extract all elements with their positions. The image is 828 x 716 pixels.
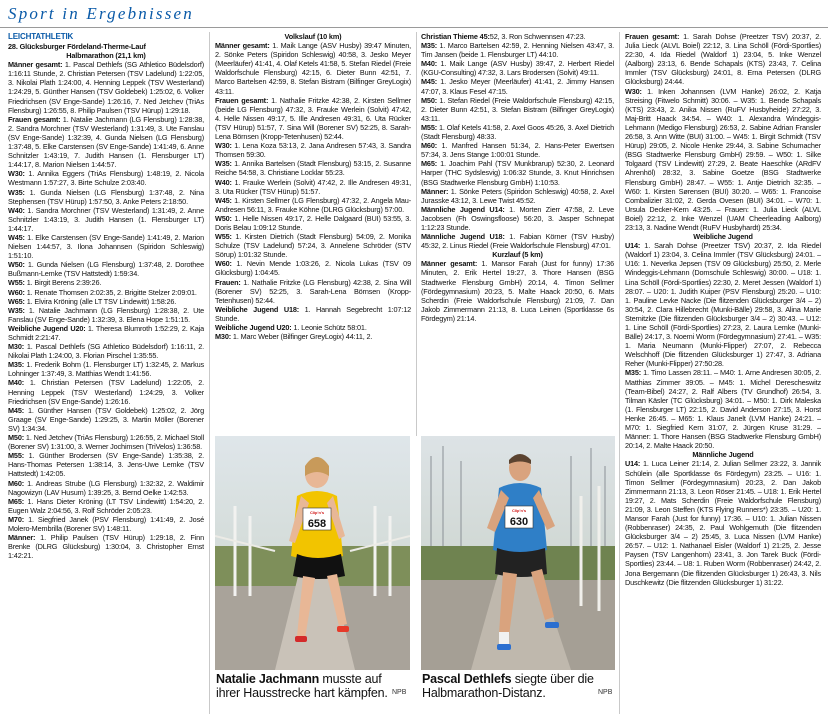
result-entry: Männliche Jugend U18: 1. Fabian Körner (TSV Husby) 45:32, 2. Linus Riedel (Freie Waldorfschule Flensburg) 47:01. [421, 232, 614, 251]
photo-caption [422, 672, 598, 700]
result-entry: W60: 1. Nevin Mende 1:03:26, 2. Nicola Lukas (TSV 09 Glücksburg) 1:04:45. [215, 259, 411, 278]
result-entry: Männer gesamt: 1. Mansor Farah (Just for funny) 17:36 Minuten, 2. Erik Hertel 19:27, 3. Thore Hansen (BSG Stadtwerke Flensburg GmbH) 20:14, 4. Timon Sellmer (Fördegymnasium) 20:23, 5. Malte Haack 20:50, 6. Mats Scherdin (Freie Waldorfschule Flensburg) 21:09, 7. Dan Jakob Zimmermann 21:13, 8. Luca Leinen (Sportklasse 6s Fördegym) 21:14. [421, 259, 614, 323]
photo-caption [216, 672, 392, 700]
result-entry: W30: 1. Inken Johannsen (LVM Hanke) 26:02, 2. Katja Streising (Fitwelo Schmitt) 30:06. – W35: 1. Bende Schapals (KTS) 23:43, 2. Anika Nissen (RuFV Husbyheide) 27:22, 3. Maj-Britt Haack 34:54. – W40: 1. Alexandra Windeggis-Lehmann (Medigo Flensburg) 26:53, 2. Sabine Adrian Fransler 26:58, 3. Ann Witte (BUI) 31:00. – W45: 1. Birgit Schmidt (TSV Hürup) 29:05, 2. Nicole Henke 29:44, 3. Sabine Schumacher (BSG Stadtwerke Flensburg GmbH) 29:59. – W50: 1. Silke Tolgaard (TSV Lindewitt) 27:29, 2. Beate Haeschke (ARdFV Ahrenhöl) 28:32, 3. Sabine Goetze (BSG Stadtwerke Flensburg GmbH) 28:47. – W55: 1. Antje Dietrich 32:35. – W60: 1. Kirsten Sørensen (BUI) 30:20. – W65: 1. Francoise Combalizier 31:02, 2. Gerda Ovesen (BUI) 34:01. – W70: 1. Ursula Decker-Kern 43:25. – Frauen: 1. Julia Lieck (ALVL Boiel) 22:12, 2. Inke Wenzel (UAM Cheerleading Aalborg) 23:13, 3. Nadine Wendt (RuFV Husbyhardt) 25:34. [625, 86, 821, 232]
result-entry: U14: 1. Luca Leiner 21:14, 2. Julian Sellmer 23:22, 3. Jannik Schülein (alle Sportklasse 6s Fördegym) 23:25. – U16: 1. Timon Sellmer (Fördegymnasium) 20:23, 2. Dan Jakob Zimmermann 21:13, 3. Leon Röser 21:45. – U18: 1. Erik Hertel 19:27, 2. Mats Scherdin (Freie Waldorfschule Flensburg) 21:09, 3. Leon Steffen (KTS Flying Runners*) 23:35. – U20: 1. Mansor Farah (Just for funny) 17:36. – U10: 1. Julian Nissen (Robbenraser) 24:35, 2. Paul Wohlgemuth (Die flitzenden Glücksburger 3/4 – 2) 25:45, 3. Luca Nissen (LVM Hanke) 26:57. – U12: 1. Nathanael Eisler (Waldorf 1) 21:25, 2. Jesse Paysen (TSV Langenhorn) 23:41, 3. Jon Tarek Buck (Fördi-Sportlies) 23:44. – U8: 1. Ruben Worm (Robbenraser) 24:42, 2. Jona Bergemann (Die flitzenden Glücksburger 1) 26:43, 3. Nils Duschkewitz (Die flitzenden Glücksburger 1) 31:22. [625, 459, 821, 587]
result-entry: M40: 1. Maik Lange (ASV Husby) 39:47, 2. Herbert Riedel (KGU-Consulting) 47:32, 3. Lars Brodersen (Solvit) 49:11. [421, 59, 614, 78]
result-entry: Männer: 1. Sönke Peters (Spiridon Schleswig) 40:58, 2. Axel Jurasske 43:12, 3. Lewe Twist 45:52. [421, 186, 614, 205]
column-divider [209, 32, 210, 714]
result-entry: M35: 1. Timo Lassen 28:11. – M40: 1. Arne Andresen 30:05, 2. Matthias Zimmer 39:05. – M45: 1. Michel Derescheswitz (Team-Bibel) 24:27, 2. Ralf Albers (TV Grundhof) 26:54, 3. Tilman Käsler (TC Glücksburg) 34:01. – M50: 1. Dirk Maleska (1. Flensburger LT) 22:15, 2. David Anderson 27:15, 3. Horst Henke 26:45. – M65: 1. Klaus Janelt (LVM Hanke) 24:21. – M70: 1. Siegfried Kern 31:07, 2. Jürgen Kruse 31:29. – Männer: 1. Thore Hansen (BSG Stadtwerke Flensburg GmbH) 20:14, 2. Malte Haack 20:50. [625, 368, 821, 451]
header-rule [0, 27, 828, 28]
photo-credit: NPB [598, 689, 613, 696]
result-entry: Frauen gesamt: 1. Sarah Dohse (Preetzer TSV) 20:37, 2. Julia Lieck (ALVL Boiel) 22:12, 3. Lina Schöll (Fördi-Sportlies) 22:30, 4. Ida Riedel (Waldorf 1) 23:04, 5. Inke Wenzel (Aalborg) 23:13, 6. Bende Schapals (KTS) 23:43, 7. Celina Immler (TSV Glücksburg) 24:01, 8. Erna Petersen (DLRG Glücksburg) 24:44. [625, 32, 821, 87]
results-list [421, 32, 614, 250]
result-entry: Männliche Jugend U14: 1. Morten Zierr 47:58, 2. Leve Jacobsen (Fh Oswingsfloose) 56:20, 3. Jasper Schnepat 1:12:23 Stunde. [421, 204, 614, 232]
result-entry: U14: 1. Sarah Dohse (Preetzer TSV) 20:37, 2. Ida Riedel (Waldorf 1) 23:04, 3. Celina Immler (TSV Glücksburg) 24:01. – U16: 1. Neverka Jepsen (TSV 09 Glücksburg) 25:50, 2. Merle Windeggis-Lehmann (Domschule Schleswig) 30:00. – U18: 1. Lina Schöll (Fördi-Sportlies) 22:30, 2. Meret Jessen (Waldorf 1) 28:07. – U20: 1. Judith Kuiper (PSV Flensburg) 25:20. – U10: 1. Pauline Levke Nacke (Die flitzenden Glücksburger 3/4 – 2) 30:54, 2. Clara Hillebrecht (Munki-Bälle) 29:58, 3. Alina Marie Sternitzke (Die flitzenden Glücksburger 3/4 – 2) 30:43. – U12: 1. Line Schöll (Fördi-Sportlies) 27:23, 2. Laura Lemke (Munki-Bälle) 24:17, 3. Noemi Worm (Fördegymnasium) 27:41. – W35: 1. Maria Neumann (Munki-Flipper) 27:07, 2. Rebecca Welschhoff (Die flitzenden Glücksburger 1) 27:47, 3. Adriana Reher (Munki-Flipper) 27:50:28. [625, 241, 821, 369]
result-entry: Männer: 1. Philip Paulsen (TSV Hürup) 1:29:18, 2. Finn Brenke (DLRG Glücksburg) 1:30:04, 3. Christopher Ernst 1:42:21. [8, 533, 204, 561]
sport-section-heading: LEICHTATHLETIK [8, 32, 74, 41]
race-heading-volkslauf: Volkslauf (10 km) [284, 32, 342, 41]
bib-number: 658 [307, 518, 327, 530]
subheading-weibliche-jugend: Weibliche Jugend [693, 232, 753, 242]
photo-natalie-jachmann [215, 436, 410, 670]
result-entry: Weibliche Jugend U20: 1. Theresa Blumroth 1:52:29, 2. Kaja Schmidt 2:21:47. [8, 323, 204, 342]
result-entry: M70: 1. Siegfried Janek (PSV Flensburg) 1:41:49, 2. José Molero-Membrilla (Borener SV) 1:48:11. [8, 514, 204, 533]
results-list [625, 241, 821, 450]
result-entry: W30: 1. Annika Eggers (TriAs Flensburg) 1:48:19, 2. Nicola Westmann 1:57:27, 3. Birte Schulze 2:03:40. [8, 169, 204, 188]
results-list [8, 60, 204, 560]
result-entry: W55: 1. Birgit Berens 2:39:26. [8, 278, 102, 288]
result-entry: W35: 1. Gunda Nielsen (LG Flensburg) 1:37:48, 2. Nina Stephensen (TSV Hürup) 1:57:50, 3. Anke Peters 2:18:50. [8, 187, 204, 206]
result-entry: Frauen: 1. Nathalie Fritzke (LG Flensburg) 42:38, 2. Sina Will (Borener SV) 52:25, 3. Sarah-Lena Börnsen (Kropp-Tetenhusen) 52:44. [215, 277, 411, 305]
result-entry: W65: 1. Elvira Kröning (alle LT TSV Lindewitt) 1:58:26. [8, 296, 177, 306]
result-entry: M60: 1. Andreas Strube (LG Flensburg) 1:32:32, 2. Waldimir Nagowizyn (LAV Husum) 1:39:25, 3. Bernd Oelke 1:42:53. [8, 478, 204, 497]
result-entry: M65: 1. Hans Dieter Kröning (LT TSV Lindewitt) 1:54:20, 2. Eugen Walz 2:04:56, 3. Rolf Schröder 2:05:23. [8, 496, 204, 515]
results-column-4 [625, 32, 821, 714]
caption-text: musste auf ihrer Hausstrecke hart kämpfen. [216, 672, 388, 700]
result-entry: W40: 1. Sandra Morchner (TSV Westerland) 1:31:49, 2. Anne Schnitzler 1:43:19, 3. Judith Hansen (1. Flensburger LT) 1:44:17. [8, 205, 204, 233]
bib-number: 630 [509, 516, 529, 528]
result-entry: W60: 1. Renate Thomsen 2:02:35, 2. Brigitte Stelzer 2:09:01. [8, 287, 197, 297]
result-entry: Christian Thieme 45:52, 3. Ron Schwennsen 47:23. [421, 32, 586, 41]
results-column-3 [421, 32, 614, 436]
results-list [625, 32, 821, 232]
page-header [0, 0, 828, 30]
result-entry: M50: 1. Stefan Riedel (Freie Waldorfschule Flensburg) 42:15, 2. Dieter Bunn 42:51, 3. Stefan Bistram (Bilfinger GreyLogix) 43:11. [421, 95, 614, 123]
event-heading: 28. Glücksburger Fördeland-Therme-Lauf [8, 42, 146, 51]
result-entry: W35: 1. Natalie Jachmann (LG Flensburg) 1:28:38, 2. Ute Fanslau (SV Enge-Sande) 1:32:39, 3. Elena Hope 1:51:15. [8, 305, 204, 324]
result-entry: M55: 1. Olaf Ketels 41:58, 2. Axel Goos 45:26, 3. Axel Dietrich (Stadt Flensburg) 48:33. [421, 122, 614, 142]
result-entry: M55: 1. Günther Brodersen (SV Enge-Sande) 1:35:38, 2. Hans-Thomas Petersen 1:38:14, 3. Jens-Uwe Lemke (TSV Hattstedt) 1:42:05. [8, 451, 204, 479]
result-entry: M65: 1. Joachim Pahl (TSV Munkbrarup) 52:30, 2. Leonard Harper (THC Sydslesvig) 1:06:32 Stunde, 3. Knut Hinrichsen (BSG Stadtwerke Flensburg GmbH) 1:10:53. [421, 159, 614, 187]
column-divider [416, 32, 417, 436]
result-entry: Weibliche Jugend U20: 1. Leonie Schütz 58:01. [215, 323, 367, 332]
subheading-maennliche-jugend: Männliche Jugend [692, 450, 754, 460]
photo-pascal-dethlefs [421, 436, 615, 670]
result-entry: M50: 1. Ned Jetchev (TriAs Flensburg) 1:26:55, 2. Michael Stoll (Borener SV) 1:31:00, 3. Werner Jochimsen (TriVelos) 1:36:58. [8, 433, 204, 452]
result-entry: M35: 1. Marco Bartelsen 42:59, 2. Henning Nielsen 43:47, 3. Tim Jansen (beide 1. Flensburger LT) 44:10. [421, 41, 614, 60]
result-entry: W55: 1. Kirsten Dietrich (Stadt Flensburg) 54:09, 2. Monika Schulze (TSV Ladelund) 57:24, 3. Annelene Schröder (STV Sörup) 1:01:32 Stunde. [215, 232, 411, 260]
result-entry: M30: 1. Marc Weber (Bilfinger GreyLogix) 44:11, 2. [215, 332, 373, 342]
bib-banner-text: Clip'n's [309, 510, 325, 515]
result-entry: Frauen gesamt: 1. Natalie Jachmann (LG Flensburg) 1:28:38, 2. Sandra Morchner (TSV Westerland) 1:31:49, 3. Ute Fanslau (SV Enge-Sande) 1:32:39, 4. Gunda Nielsen (LG Flensburg) 1:37:48, 5. Elke Carstensen (SV Enge-Sande) 1:41:49, 6. Anne Schnitzler 1:43:19, 7. Judith Hansen (1. Flensburger LT) 1:44:17, 8. Marion Nielsen 1:44:57. [8, 114, 204, 170]
column-divider [619, 32, 620, 714]
result-entry: M45: 1. Jesko Meyer (Meerläufer) 41:41, 2. Jimmy Hansen 47:07, 3. Klaus Fesel 47:15. [421, 77, 614, 96]
result-entry: Frauen gesamt: 1. Nathalie Fritzke 42:38, 2. Kirsten Sellmer (beide LG Flensburg) 47:32, 3. Frauke Werlein (Solvit) 47:42, 4. Helle Nissen 49:17, 5. Ille Andresen 49:31, 6. Uta Rücker (TSV Hürup) 51:57, 7. Sina Will (Borener SV) 52:25, 8. Sarah-Lena Börnsen (Kropp-Tetenhusen) 52:44. [215, 95, 411, 142]
result-entry: M45: 1. Günther Hansen (TSV Goldebek) 1:25:02, 2. Jörg Graage (SV Enge-Sande) 1:29:25, 3. Martin Möller (Borener SV) 1:34:34. [8, 405, 204, 433]
result-entry: Männer gesamt: 1. Pascal Dethlefs (SG Athletico Büdelsdorf) 1:16:11 Stunde, 2. Christian Petersen (TSV Ladelund) 1:22:05, 3. Nikolai Plath 1:24:00, 4. Henning Leppek (TSV Westerland) 1:24:29, 5. Günther Hansen (TSV Goldebek) 1:25:02, 6. Volker Friedrichsen (SV Enge-Sande) 1:26:16, 7. Ned Jetchev (TriAs Flensburg) 1:26:55, 8. Philip Paulsen (TSV Hürup) 1:29:18. [8, 60, 204, 115]
caption-text: siegte über die Halbmarathon-Distanz. [422, 672, 594, 700]
result-entry: M40: 1. Christian Petersen (TSV Ladelund) 1:22:05, 2. Henning Leppek (TSV Westerland) 1:24:29, 3. Volker Friedrichsen (SV Enge-Sande) 1:26:16. [8, 378, 204, 406]
race-heading-halbmarathon: Halbmarathon (21,1 km) [66, 51, 146, 61]
results-list [215, 41, 411, 341]
result-entry: W50: 1. Helle Nissen 49:17, 2. Helle Dalgaard (BUI) 53:55, 3. Doris Belau 1:09:12 Stunde. [215, 213, 411, 232]
result-entry: W45: 1. Elke Carstensen (SV Enge-Sande) 1:41:49, 2. Marion Nielsen 1:44:57, 3. Ilona Johannsen (Spiridon Schleswig) 1:51:10. [8, 232, 204, 261]
result-entry: Männer gesamt: 1. Maik Lange (ASV Husby) 39:47 Minuten, 2. Sönke Peters (Spiridon Schleswig) 40:58, 3. Jesko Meyer (Meerläufer) 41:41, 4. Olaf Ketels 41:58, 5. Stefan Riedel (Freie Waldorfschule Flensburg) 42:15, 6. Dieter Bunn 42:51, 7. Marco Bartelsen 42:59, 8. Stefan Bistram (Bilfinger GreyLogix) 43:11. [215, 41, 411, 96]
result-entry: M35: 1. Frederik Bohm (1. Flensburger LT) 1:32:45, 2. Markus Lohninger 1:37:49, 3. Matthias Wendt 1:41:56. [8, 360, 204, 379]
result-entry: M30: 1. Pascal Dethlefs (SG Athletico Büdelsdorf) 1:16:11, 2. Nikolai Plath 1:24:00, 3. Florian Pirschel 1:35:55. [8, 342, 204, 361]
results-list [421, 259, 614, 323]
results-column-1 [8, 32, 204, 714]
result-entry: W30: 1. Lena Koza 53:13, 2. Jana Andresen 57:43, 3. Sandra Thomsen 59:30. [215, 141, 411, 160]
results-column-2 [215, 32, 411, 436]
result-entry: W50: 1. Gunda Nielsen (LG Flensburg) 1:37:48, 2. Dorothee Bußmann-Lemke (TSV Hattstedt) 1:59:34. [8, 260, 204, 279]
result-entry: W40: 1. Frauke Werlein (Solvit) 47:42, 2. Ille Andresen 49:31, 3. Uta Rücker (TSV Hürup) 51:57. [215, 177, 411, 196]
result-entry: W35: 1. Annika Bartelsen (Stadt Flensburg) 53:15, 2. Susanne Reiche 54:58, 3. Christiane Locklar 55:23. [215, 159, 411, 178]
caption-person-name: Pascal Dethlefs [422, 672, 512, 686]
result-entry: Weibliche Jugend U18: 1. Hannah Segebrecht 1:07:12 Stunde. [215, 304, 411, 323]
result-entry: W45: 1. Kirsten Sellmer (LG Flensburg) 47:32, 2. Angela Mau-Andresen 56:11, 3. Frauke Köhne (DLRG Glücksburg) 57:00. [215, 195, 411, 214]
bib-banner-text: Clip'n's [511, 508, 527, 513]
race-heading-kurzlauf: Kurzlauf (5 km) [492, 250, 543, 260]
result-entry: M60: 1. Manfred Hansen 51:34, 2. Hans-Peter Ewertsen 57:34, 3. Jens Stange 1:00:01 Stunde. [421, 141, 614, 160]
results-list [625, 459, 821, 586]
photo-credit: NPB [392, 689, 407, 696]
section-title: Sport in Ergebnissen [8, 4, 194, 23]
caption-person-name: Natalie Jachmann [216, 672, 320, 686]
